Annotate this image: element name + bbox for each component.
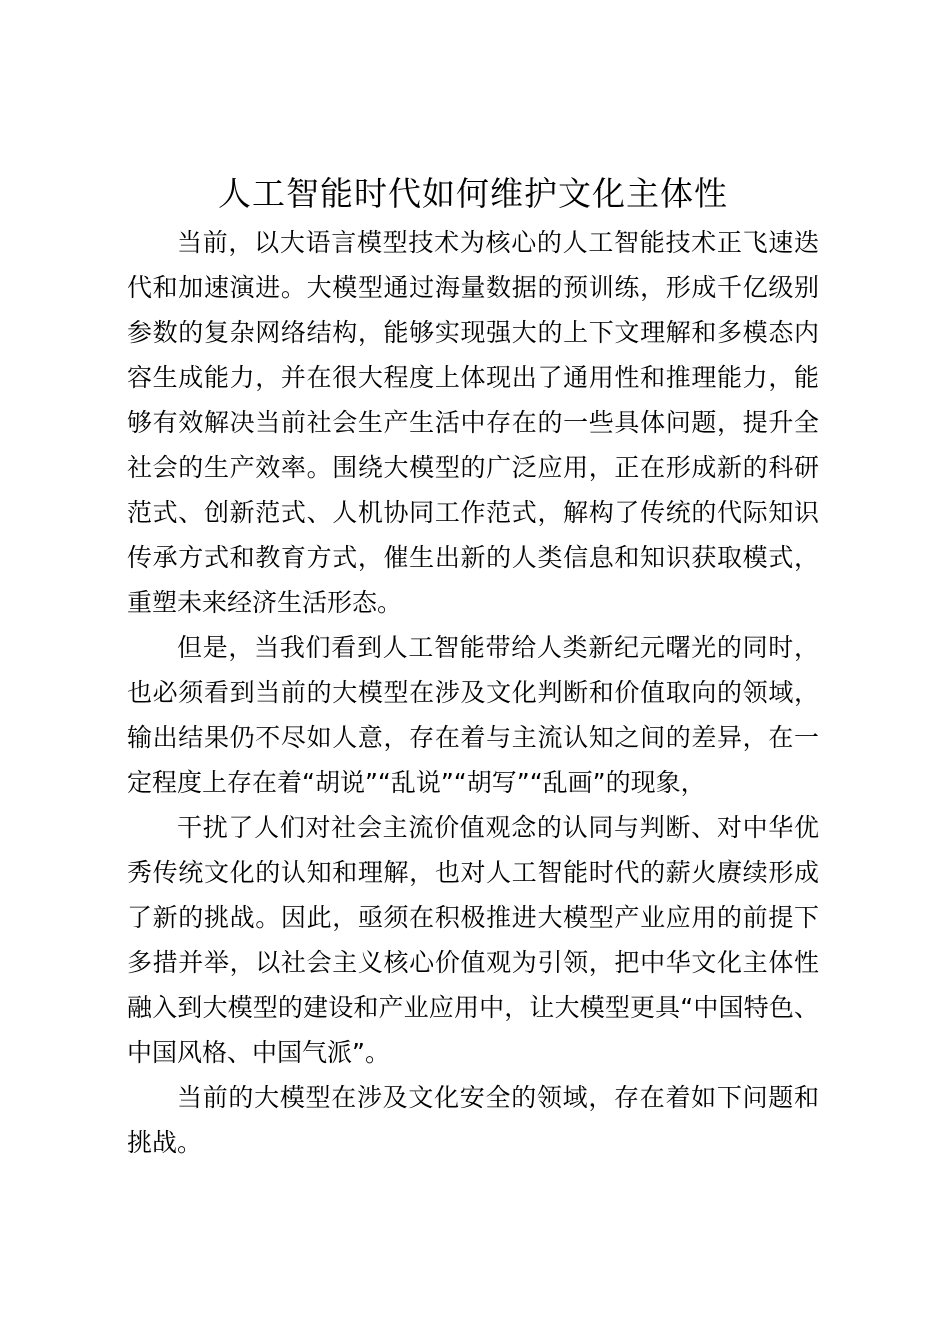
document-title: 人工智能时代如何维护文化主体性 xyxy=(218,174,728,213)
document-page xyxy=(127,172,819,1165)
paragraph-4: 当前的大模型在涉及文化安全的领域，存在着如下问题和挑战。 xyxy=(127,1083,819,1157)
paragraph-1: 当前，以大语言模型技术为核心的人工智能技术正飞速迭代和加速演进。大模型通过海量数据的预训练，形成千亿级别参数的复杂网络结构，能够实现强大的上下文理解和多模态内容生成能力，并在很大程度上体现出了通用性和推理能力，能够有效解决当前社会生产生活中存在的一些具体问题，提升全社会的生产效率。围绕大模型的广泛应用，正在形成新的科研范式、创新范式、人机协同工作范式，解构了传统的代际知识传承方式和教育方式，催生出新的人类信息和知识获取模式，重塑未来经济生活形态。 xyxy=(127,228,819,617)
paragraph-3: 干扰了人们对社会主流价值观念的认同与判断、对中华优秀传统文化的认知和理解，也对人工智能时代的薪火赓续形成了新的挑战。因此，亟须在积极推进大模型产业应用的前提下多措并举，以社会主义核心价值观为引领，把中华文化主体性融入到大模型的建设和产业应用中，让大模型更具“中国特色、中国风格、中国气派”。 xyxy=(127,813,819,1067)
paragraph-2: 但是，当我们看到人工智能带给人类新纪元曙光的同时，也必须看到当前的大模型在涉及文化判断和价值取向的领域，输出结果仍不尽如人意，存在着与主流认知之间的差异，在一定程度上存在着“胡说”“乱说”“胡写”“乱画”的现象， xyxy=(127,633,819,797)
